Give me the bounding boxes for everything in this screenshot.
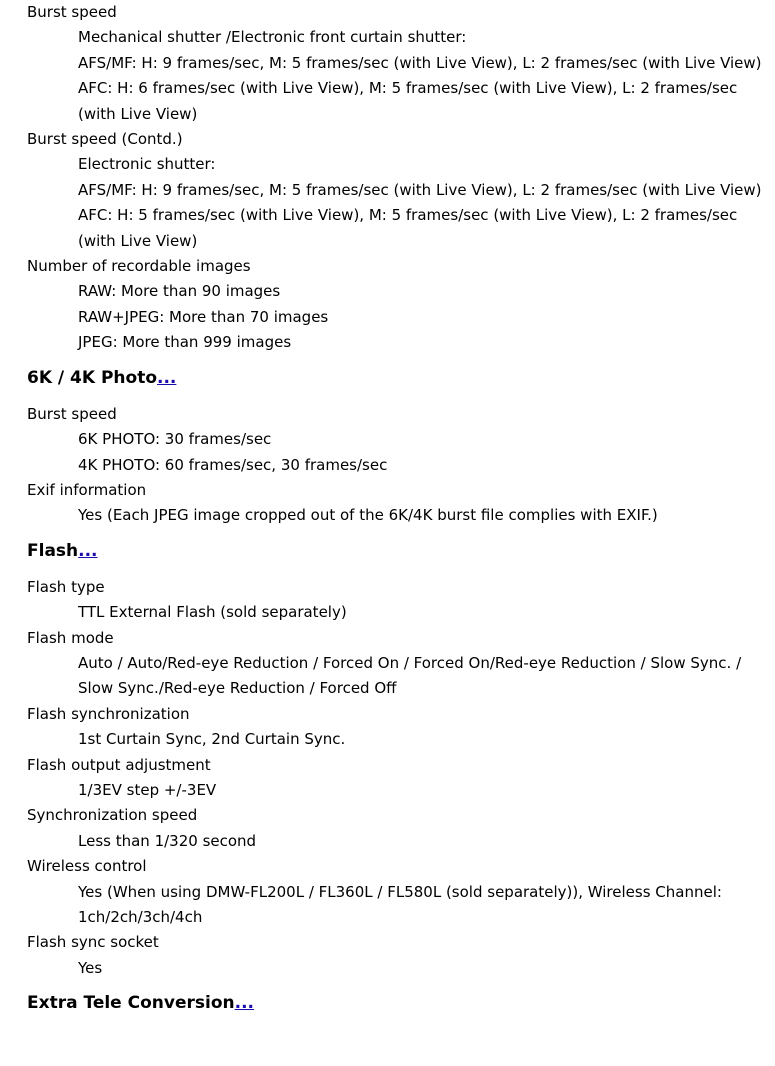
mech-afsmf-value: AFS/MF: H: 9 frames/sec, M: 5 frames/sec (with Live View), L: 2 frames/sec (with Live View) bbox=[78, 53, 762, 72]
photo-4k-burst-value: 4K PHOTO: 60 frames/sec, 30 frames/sec bbox=[78, 455, 388, 474]
wireless-control-value: Yes (When using DMW-FL200L / FL360L / FL580L (sold separately)), Wireless Channel: 1ch/2ch/3ch/4ch bbox=[78, 882, 722, 926]
more-link-6k-4k-photo[interactable]: ... bbox=[157, 367, 177, 388]
jpeg-images-value: JPEG: More than 999 images bbox=[78, 333, 292, 352]
flash-mode-label: Flash mode bbox=[27, 628, 114, 647]
more-link-extra-tele[interactable]: ... bbox=[234, 993, 254, 1014]
flash-sync-value: 1st Curtain Sync, 2nd Curtain Sync. bbox=[78, 730, 346, 749]
more-link-flash[interactable]: ... bbox=[78, 540, 98, 561]
flash-output-value: 1/3EV step +/-3EV bbox=[78, 780, 217, 799]
flash-type-label: Flash type bbox=[27, 577, 105, 596]
mech-shutter-heading: Mechanical shutter /Electronic front curtain shutter: bbox=[78, 28, 467, 47]
flash-sync-socket-value: Yes bbox=[78, 958, 103, 977]
raw-jpeg-images-value: RAW+JPEG: More than 70 images bbox=[78, 307, 329, 326]
elec-afc-value: AFC: H: 5 frames/sec (with Live View), M: 5 frames/sec (with Live View), L: 2 frames/sec (with Live View) bbox=[78, 206, 738, 250]
photo-6k-burst-value: 6K PHOTO: 30 frames/sec bbox=[78, 430, 272, 449]
wireless-control-label: Wireless control bbox=[27, 857, 147, 876]
flash-output-label: Flash output adjustment bbox=[27, 755, 211, 774]
section-title-extra-tele: Extra Tele Conversion... bbox=[27, 993, 254, 1014]
sync-speed-value: Less than 1/320 second bbox=[78, 831, 257, 850]
flash-sync-socket-label: Flash sync socket bbox=[27, 933, 159, 952]
sync-speed-label: Synchronization speed bbox=[27, 806, 198, 825]
recordable-images-label: Number of recordable images bbox=[27, 257, 251, 276]
burst-speed-label: Burst speed bbox=[27, 3, 117, 21]
exif-info-label: Exif information bbox=[27, 480, 147, 499]
section-extra-tele bbox=[27, 981, 767, 1027]
burst-speed-contd-label: Burst speed (Contd.) bbox=[27, 130, 183, 149]
flash-sync-label: Flash synchronization bbox=[27, 704, 190, 723]
mech-afc-value: AFC: H: 6 frames/sec (with Live View), M: 5 frames/sec (with Live View), L: 2 frames/sec (with Live View) bbox=[78, 79, 738, 123]
elec-afsmf-value: AFS/MF: H: 9 frames/sec, M: 5 frames/sec (with Live View), L: 2 frames/sec (with Live View) bbox=[78, 180, 762, 199]
flash-type-value: TTL External Flash (sold separately) bbox=[78, 603, 347, 622]
elec-shutter-heading: Electronic shutter: bbox=[78, 155, 216, 174]
exif-info-value: Yes (Each JPEG image cropped out of the 6K/4K burst file complies with EXIF.) bbox=[78, 506, 658, 525]
section-title-6k-4k-photo: 6K / 4K Photo... bbox=[27, 367, 177, 388]
section-title-flash: Flash... bbox=[27, 540, 98, 561]
flash-mode-value: Auto / Auto/Red-eye Reduction / Forced On / Forced On/Red-eye Reduction / Slow Sync. / Slow Sync./Red-eye Reduction / Forced Off bbox=[78, 653, 742, 698]
photo-burst-speed-label: Burst speed bbox=[27, 404, 117, 423]
section-6k-4k-photo bbox=[27, 356, 767, 402]
raw-images-value: RAW: More than 90 images bbox=[78, 282, 281, 301]
section-flash bbox=[27, 529, 767, 575]
